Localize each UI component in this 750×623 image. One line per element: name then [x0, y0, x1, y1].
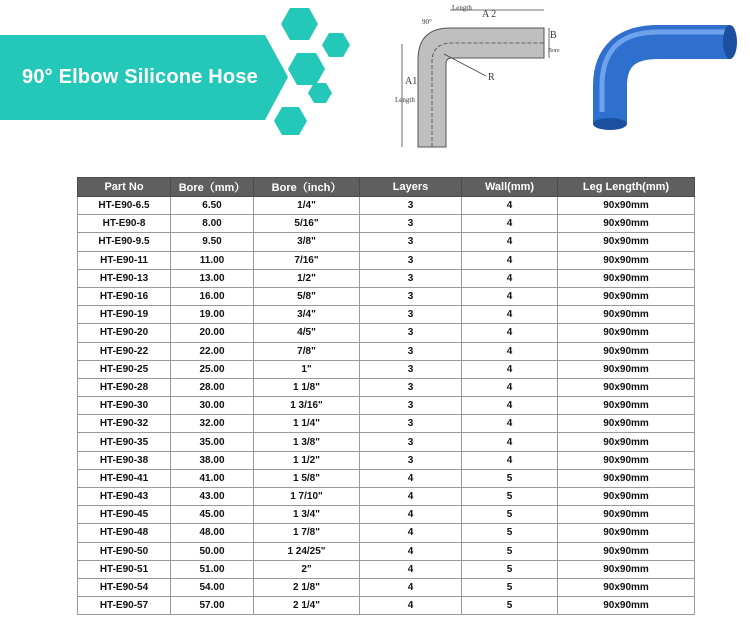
hose-body [610, 42, 730, 124]
bore-mm-cell: 11.00 [171, 251, 254, 269]
layers-cell: 3 [360, 233, 462, 251]
wall-cell: 4 [462, 360, 558, 378]
part-no-cell: HT-E90-11 [78, 251, 171, 269]
wall-cell: 4 [462, 433, 558, 451]
table-row [78, 269, 695, 287]
bore-inch-cell: 5/16" [254, 215, 360, 233]
bore-mm-cell: 51.00 [171, 560, 254, 578]
col-header-bore-inch: Bore（inch） [254, 178, 360, 197]
part-no-cell: HT-E90-41 [78, 469, 171, 487]
layers-cell: 3 [360, 415, 462, 433]
table-row [78, 324, 695, 342]
leg-length-cell: 90x90mm [558, 342, 695, 360]
bore-mm-cell: 57.00 [171, 597, 254, 615]
wall-cell: 5 [462, 506, 558, 524]
leg-length-cell: 90x90mm [558, 451, 695, 469]
part-no-cell: HT-E90-35 [78, 433, 171, 451]
wall-cell: 5 [462, 560, 558, 578]
bore-inch-cell: 1/2" [254, 269, 360, 287]
wall-cell: 4 [462, 233, 558, 251]
hexagon-shape [281, 8, 318, 40]
leg-length-cell: 90x90mm [558, 488, 695, 506]
table-row [78, 578, 695, 596]
bore-inch-cell: 1 7/10" [254, 488, 360, 506]
table-body [78, 197, 695, 615]
elbow-outline [418, 28, 544, 147]
table-header [78, 178, 695, 197]
leg-length-cell: 90x90mm [558, 469, 695, 487]
leg-length-cell: 90x90mm [558, 542, 695, 560]
layers-cell: 4 [360, 597, 462, 615]
leg-length-cell: 90x90mm [558, 433, 695, 451]
layers-cell: 3 [360, 378, 462, 396]
r-label: R [488, 72, 495, 83]
col-header-part-no: Part No [78, 178, 171, 197]
part-no-cell: HT-E90-19 [78, 306, 171, 324]
part-no-cell: HT-E90-50 [78, 542, 171, 560]
table-row [78, 469, 695, 487]
leg-length-cell: 90x90mm [558, 197, 695, 215]
bore-inch-cell: 1 24/25" [254, 542, 360, 560]
wall-cell: 4 [462, 269, 558, 287]
b-label: B [550, 30, 557, 41]
layers-cell: 3 [360, 287, 462, 305]
table-row [78, 233, 695, 251]
length-left-label: Length [395, 96, 415, 104]
bore-mm-cell: 50.00 [171, 542, 254, 560]
bore-inch-cell: 1 1/2" [254, 451, 360, 469]
table-row [78, 488, 695, 506]
bore-mm-cell: 19.00 [171, 306, 254, 324]
part-no-cell: HT-E90-38 [78, 451, 171, 469]
wall-cell: 4 [462, 397, 558, 415]
bore-inch-cell: 1 3/16" [254, 397, 360, 415]
layers-cell: 3 [360, 251, 462, 269]
layers-cell: 3 [360, 324, 462, 342]
layers-cell: 4 [360, 469, 462, 487]
wall-cell: 4 [462, 251, 558, 269]
bore-mm-cell: 28.00 [171, 378, 254, 396]
part-no-cell: HT-E90-16 [78, 287, 171, 305]
bore-inch-cell: 1 3/4" [254, 506, 360, 524]
bore-inch-cell: 1 3/8" [254, 433, 360, 451]
bore-inch-cell: 1 5/8" [254, 469, 360, 487]
part-no-cell: HT-E90-13 [78, 269, 171, 287]
wall-cell: 4 [462, 415, 558, 433]
leg-length-cell: 90x90mm [558, 306, 695, 324]
bore-mm-cell: 22.00 [171, 342, 254, 360]
bore-inch-cell: 1 1/8" [254, 378, 360, 396]
table-row [78, 397, 695, 415]
bore-mm-cell: 13.00 [171, 269, 254, 287]
part-no-cell: HT-E90-45 [78, 506, 171, 524]
wall-cell: 4 [462, 378, 558, 396]
part-no-cell: HT-E90-20 [78, 324, 171, 342]
bore-inch-cell: 3/4" [254, 306, 360, 324]
part-no-cell: HT-E90-28 [78, 378, 171, 396]
bore-inch-cell: 4/5" [254, 324, 360, 342]
leg-length-cell: 90x90mm [558, 560, 695, 578]
part-no-cell: HT-E90-25 [78, 360, 171, 378]
bore-inch-cell: 1/4" [254, 197, 360, 215]
bore-mm-cell: 41.00 [171, 469, 254, 487]
bore-mm-cell: 32.00 [171, 415, 254, 433]
part-no-cell: HT-E90-22 [78, 342, 171, 360]
layers-cell: 4 [360, 542, 462, 560]
col-header-wall: Wall(mm) [462, 178, 558, 197]
product-header [0, 0, 750, 165]
leg-length-cell: 90x90mm [558, 215, 695, 233]
wall-cell: 5 [462, 524, 558, 542]
table-row [78, 378, 695, 396]
part-no-cell: HT-E90-51 [78, 560, 171, 578]
bore-inch-cell: 1 1/4" [254, 415, 360, 433]
layers-cell: 3 [360, 451, 462, 469]
bore-inch-cell: 3/8" [254, 233, 360, 251]
leg-length-cell: 90x90mm [558, 360, 695, 378]
leg-length-cell: 90x90mm [558, 524, 695, 542]
bore-inch-cell: 2 1/4" [254, 597, 360, 615]
table-row [78, 597, 695, 615]
part-no-cell: HT-E90-54 [78, 578, 171, 596]
bore-mm-cell: 25.00 [171, 360, 254, 378]
a1-label: A1 [405, 76, 418, 87]
leg-length-cell: 90x90mm [558, 378, 695, 396]
hose-end [723, 25, 737, 59]
bore-mm-cell: 8.00 [171, 215, 254, 233]
leg-length-cell: 90x90mm [558, 233, 695, 251]
bore-mm-cell: 30.00 [171, 397, 254, 415]
part-no-cell: HT-E90-32 [78, 415, 171, 433]
leg-length-cell: 90x90mm [558, 597, 695, 615]
table-row [78, 287, 695, 305]
bore-mm-cell: 16.00 [171, 287, 254, 305]
wall-cell: 5 [462, 542, 558, 560]
leg-length-cell: 90x90mm [558, 415, 695, 433]
bore-mm-cell: 45.00 [171, 506, 254, 524]
bore-mm-cell: 20.00 [171, 324, 254, 342]
layers-cell: 4 [360, 524, 462, 542]
decorative-hexagons [270, 0, 390, 150]
blue-elbow-hose-image [580, 12, 748, 132]
part-no-cell: HT-E90-6.5 [78, 197, 171, 215]
col-header-layers: Layers [360, 178, 462, 197]
table-row [78, 342, 695, 360]
specifications-table [77, 177, 695, 615]
bore-mm-cell: 35.00 [171, 433, 254, 451]
bore-inch-cell: 5/8" [254, 287, 360, 305]
leg-length-cell: 90x90mm [558, 397, 695, 415]
table-row [78, 451, 695, 469]
leg-length-cell: 90x90mm [558, 251, 695, 269]
layers-cell: 4 [360, 578, 462, 596]
table-row [78, 506, 695, 524]
angle-label: 90° [422, 18, 432, 26]
leg-length-cell: 90x90mm [558, 269, 695, 287]
bore-mm-cell: 9.50 [171, 233, 254, 251]
leg-length-cell: 90x90mm [558, 287, 695, 305]
hexagon-shape [288, 53, 325, 85]
part-no-cell: HT-E90-9.5 [78, 233, 171, 251]
col-header-bore-mm: Bore（mm） [171, 178, 254, 197]
wall-cell: 5 [462, 469, 558, 487]
bore-mm-cell: 54.00 [171, 578, 254, 596]
bore-mm-cell: 43.00 [171, 488, 254, 506]
bore-inch-cell: 1" [254, 360, 360, 378]
bore-inch-cell: 2" [254, 560, 360, 578]
hexagon-shape [308, 83, 332, 103]
layers-cell: 4 [360, 560, 462, 578]
layers-cell: 3 [360, 360, 462, 378]
table-row [78, 524, 695, 542]
leg-length-cell: 90x90mm [558, 324, 695, 342]
table-row [78, 415, 695, 433]
bore-mm-cell: 38.00 [171, 451, 254, 469]
wall-cell: 4 [462, 451, 558, 469]
wall-cell: 5 [462, 578, 558, 596]
bore-inch-cell: 7/8" [254, 342, 360, 360]
bore-inch-cell: 7/16" [254, 251, 360, 269]
hexagon-shape [274, 107, 307, 135]
part-no-cell: HT-E90-8 [78, 215, 171, 233]
table-row [78, 560, 695, 578]
layers-cell: 3 [360, 306, 462, 324]
table-row [78, 360, 695, 378]
layers-cell: 3 [360, 433, 462, 451]
table-row [78, 197, 695, 215]
length-top-label: Length [452, 4, 472, 12]
table-row [78, 433, 695, 451]
col-header-leg-length: Leg Length(mm) [558, 178, 695, 197]
table-row [78, 215, 695, 233]
product-title: 90° Elbow Silicone Hose [22, 66, 258, 88]
bore-inch-cell: 1 7/8" [254, 524, 360, 542]
layers-cell: 3 [360, 397, 462, 415]
layers-cell: 3 [360, 269, 462, 287]
layers-cell: 3 [360, 215, 462, 233]
part-no-cell: HT-E90-30 [78, 397, 171, 415]
table-row [78, 251, 695, 269]
part-no-cell: HT-E90-57 [78, 597, 171, 615]
wall-cell: 5 [462, 488, 558, 506]
a2-label: A 2 [482, 9, 497, 20]
layers-cell: 4 [360, 488, 462, 506]
hexagon-shape [322, 33, 350, 57]
leg-length-cell: 90x90mm [558, 506, 695, 524]
wall-cell: 4 [462, 342, 558, 360]
wall-cell: 4 [462, 324, 558, 342]
wall-cell: 4 [462, 287, 558, 305]
hose-end [593, 118, 627, 130]
part-no-cell: HT-E90-43 [78, 488, 171, 506]
wall-cell: 4 [462, 306, 558, 324]
part-no-cell: HT-E90-48 [78, 524, 171, 542]
layers-cell: 3 [360, 197, 462, 215]
table-row [78, 542, 695, 560]
table-row [78, 306, 695, 324]
wall-cell: 4 [462, 197, 558, 215]
bore-mm-cell: 6.50 [171, 197, 254, 215]
layers-cell: 3 [360, 342, 462, 360]
wall-cell: 5 [462, 597, 558, 615]
bore-mm-cell: 48.00 [171, 524, 254, 542]
leg-length-cell: 90x90mm [558, 578, 695, 596]
elbow-dimension-diagram [392, 2, 562, 152]
wall-cell: 4 [462, 215, 558, 233]
bore-label: Bore [548, 48, 560, 54]
layers-cell: 4 [360, 506, 462, 524]
bore-inch-cell: 2 1/8" [254, 578, 360, 596]
